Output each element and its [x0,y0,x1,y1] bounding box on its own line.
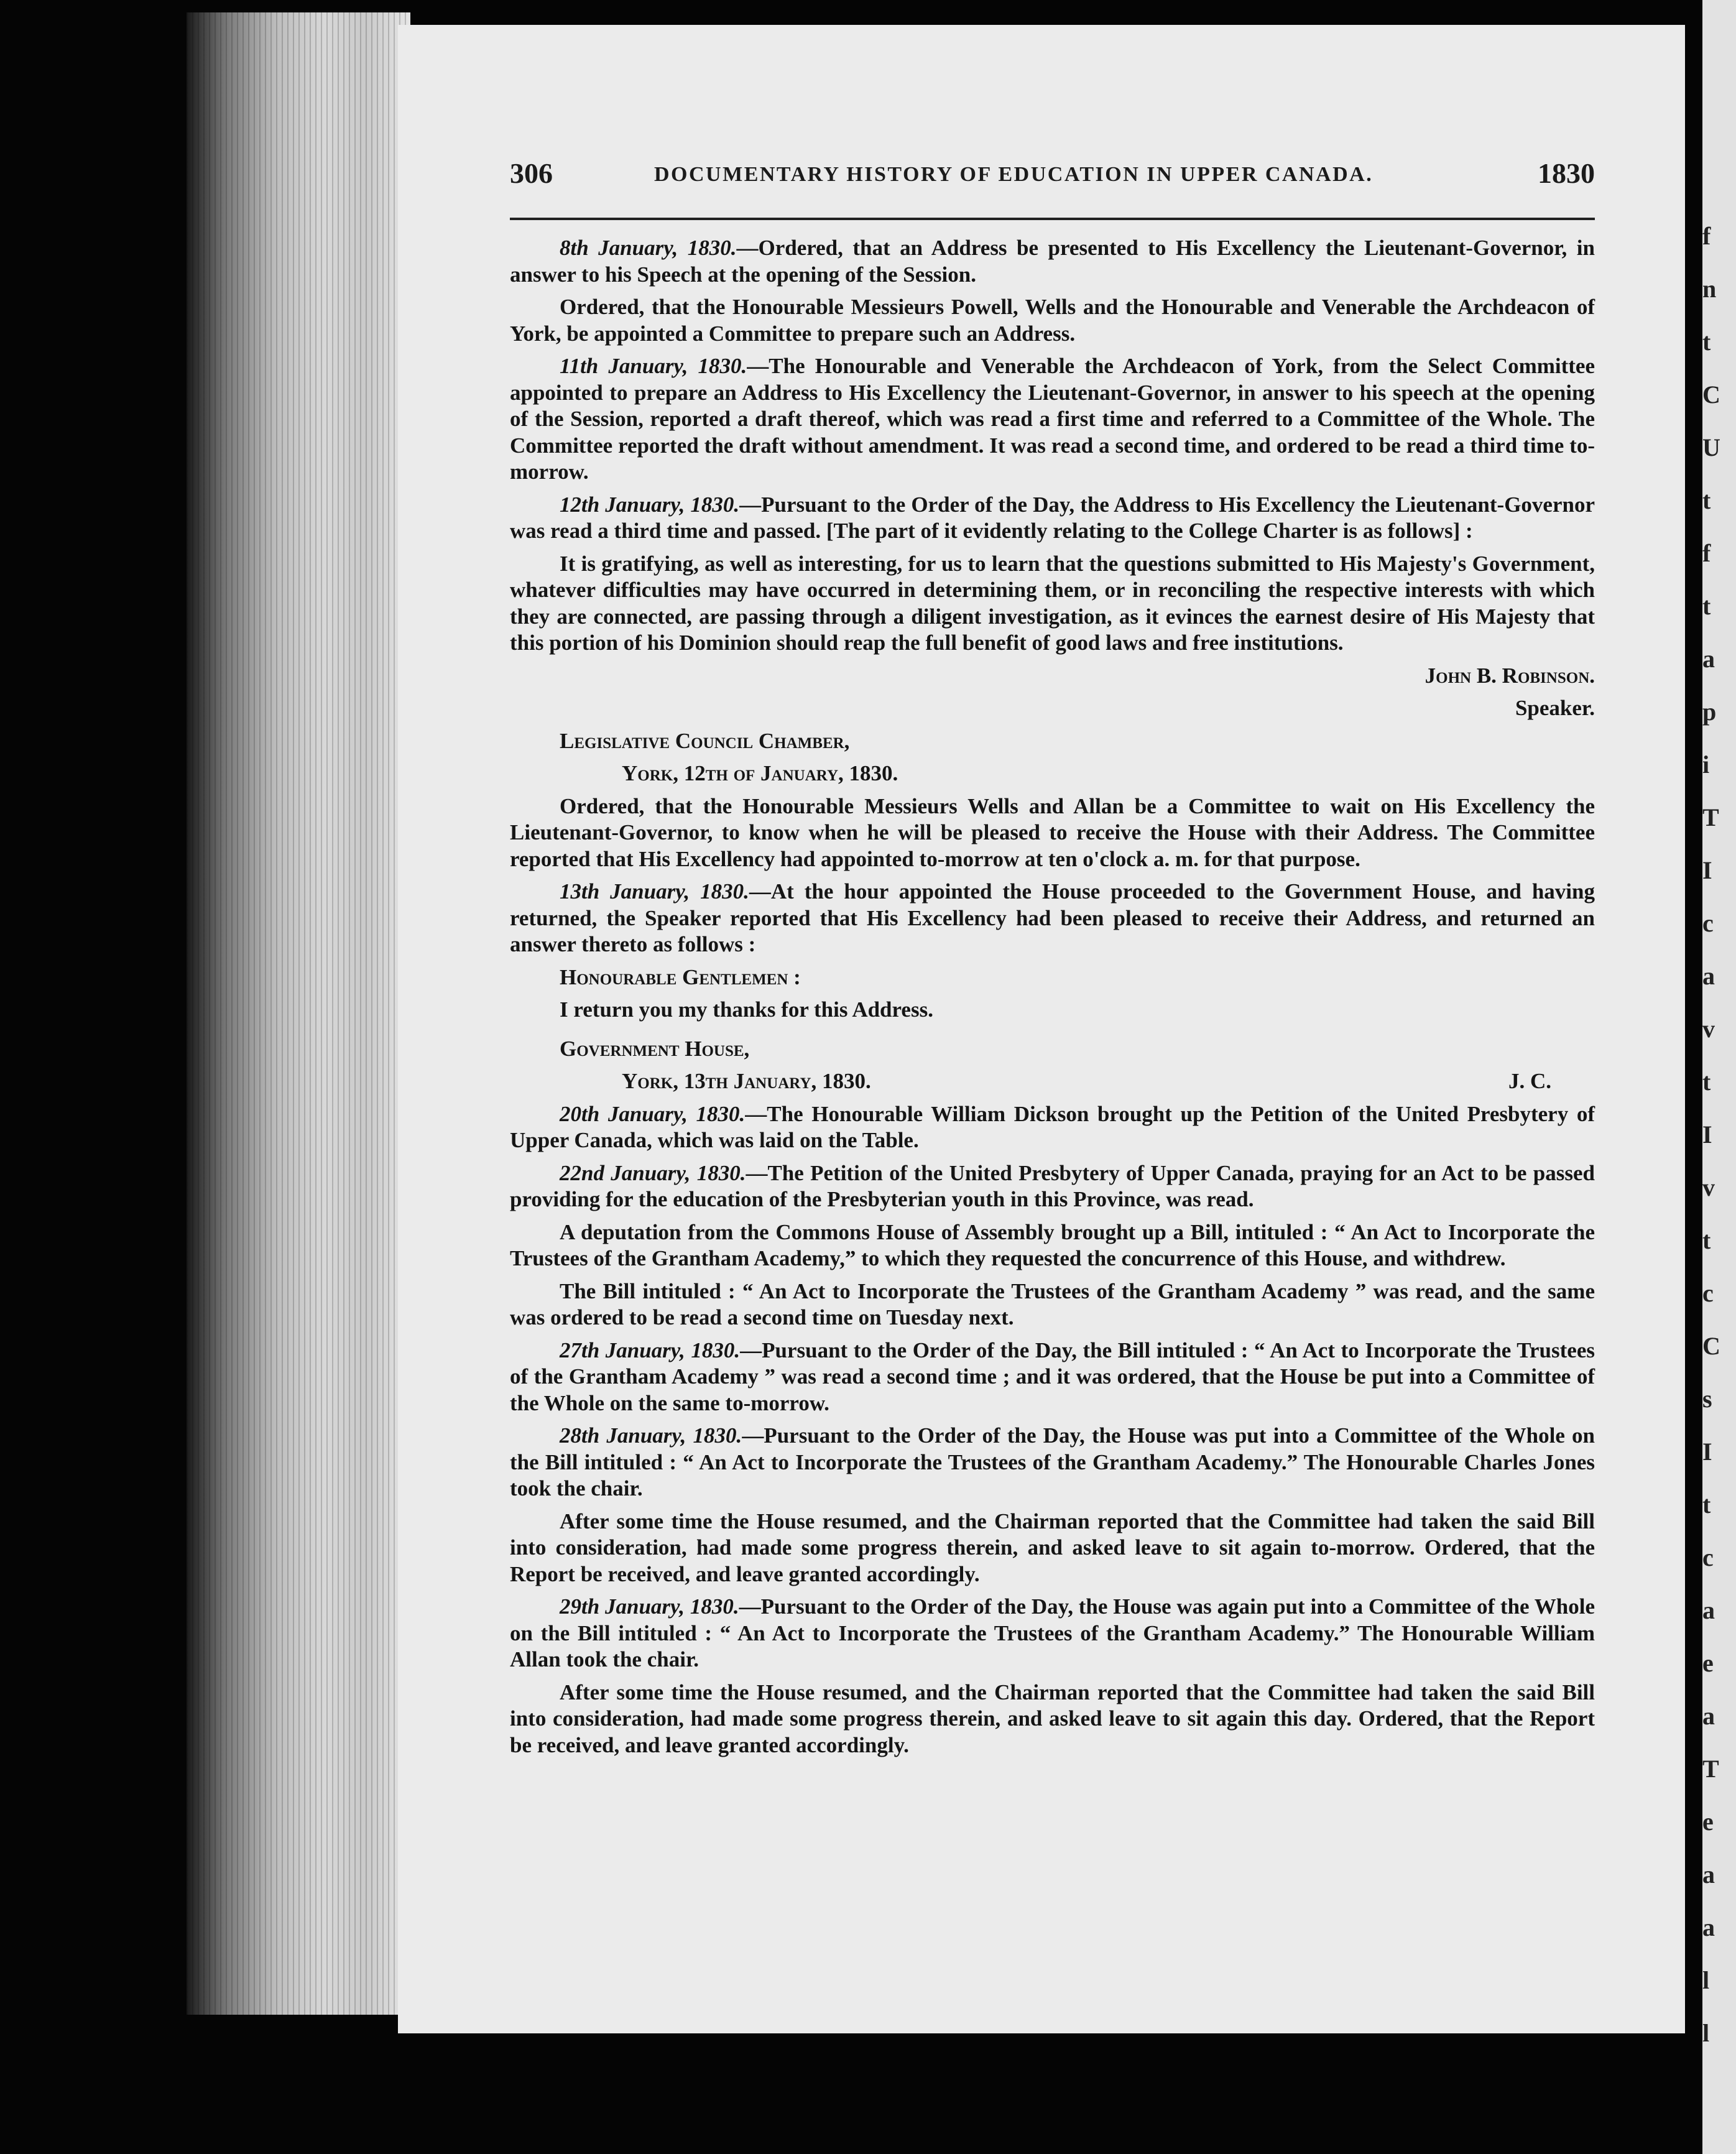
entry-text: —Pursuant to the Order of the Day, the House was put into a Committee of the Whole on the Bill intituled : “ An Act to Incorporate the Trustees of the Grantham Academy.” The Honourable Charles Jones took the chair. [510,1423,1595,1500]
facing-page-fragment: t [1702,486,1711,514]
entry-text: —Ordered, that an Address be presented to His Excellency the Lieutenant-Governor, in answer to his Speech at the opening of the Session. [510,236,1595,287]
entry-text: —Pursuant to the Order of the Day, the Bill intituled : “ An Act to Incorporate the Trustees of the Grantham Academy ” was read a second time ; and it was ordered, that the House be put into a Committee of the Whole on the same to-morrow. [510,1338,1595,1415]
facing-page-fragment: I [1702,1438,1712,1466]
entry-text: After some time the House resumed, and the Chairman reported that the Committee had taken the said Bill into consideration, had made some progress therein, and asked leave to sit again to-morrow. Ordered, that the Report be received, and leave granted accordingly. [510,1509,1595,1586]
facing-page-fragment: t [1702,1491,1711,1518]
facing-page-fragment: t [1702,328,1711,356]
header-year: 1830 [1538,157,1595,189]
facing-page-fragment: a [1702,962,1715,990]
journal-entry [510,1594,1595,1673]
facing-page-fragment: s [1702,1385,1712,1413]
facing-page-fragment: v [1702,1173,1715,1201]
entry-text: Ordered, that the Honourable Messieurs Wells and Allan be a Committee to wait on His Excellency the Lieutenant-Governor, to know when he will be pleased to receive the House with their Address. The Committee reported that His Excellency had appointed to-morrow at ten o'clock a. m. for that purpose. [510,793,1595,871]
entry-text: The Bill intituled : “ An Act to Incorporate the Trustees of the Grantham Academy ” was read, and the same was ordered to be read a second time on Tuesday next. [510,1278,1595,1329]
journal-entry [510,1509,1595,1588]
facing-page-fragment: n [1702,275,1717,303]
facing-page-fragment: a [1702,1596,1715,1624]
facing-page-fragment: e [1702,1649,1714,1677]
facing-page-fragment: I [1702,856,1712,884]
entries-group-2 [510,793,1595,958]
entry-date: 13th January, 1830. [560,879,749,904]
place-government-house: Government House, [560,1036,750,1061]
journal-entry [510,1680,1595,1759]
header-rule [510,218,1595,220]
place-date-1 [510,760,1595,787]
signature-name: John B. Robinson. [1424,663,1595,688]
facing-page-fragment: f [1702,539,1711,567]
entry-text: Ordered, that the Honourable Messieurs Powell, Wells and the Honourable and Venerable the Archdeacon of York, be appointed a Committee to prepare such an Address. [510,295,1595,346]
entry-text: —At the hour appointed the House proceeded to the Government House, and having returned, the Speaker reported that His Excellency had been pleased to receive their Address, and returned an answer thereto as follows : [510,879,1595,956]
facing-page-fragment: t [1702,1226,1711,1254]
entry-date: 22nd January, 1830. [560,1160,746,1185]
journal-entry [510,793,1595,873]
journal-entry [510,1219,1595,1272]
adjacent-page-edge [1702,0,1736,2154]
facing-page-fragment: I [1702,1121,1712,1149]
facing-page-fragment: a [1702,1913,1715,1941]
facing-page-fragment: c [1702,1279,1714,1307]
entry-text: A deputation from the Commons House of Assembly brought up a Bill, intituled : “ An Act to Incorporate the Trustees of the Grantham Academy,” to which they requested the concurrence of this House, and withdrew. [510,1219,1595,1270]
journal-entry [510,1278,1595,1331]
place-date-1-text: York, 12th of January, 1830. [622,761,898,785]
entry-text: —Pursuant to the Order of the Day, the House was again put into a Committee of the Whole on the Bill intituled : “ An Act to Incorporate the Trustees of the Grantham Academy.” The Honourable William Allan took the chair. [510,1594,1595,1671]
journal-entry [510,1101,1595,1154]
facing-page-fragment: f [1702,222,1711,250]
facing-page-fragment: l [1702,1966,1710,1994]
running-title: DOCUMENTARY HISTORY OF EDUCATION IN UPPER CANADA. [654,163,1374,186]
journal-entry [510,235,1595,288]
page-body [510,235,1595,1765]
journal-entry [510,879,1595,958]
facing-page-fragment: a [1702,1702,1715,1730]
entries-group-1 [510,235,1595,545]
place-date-2-text: York, 13th January, 1830. [622,1069,871,1093]
entry-date: 20th January, 1830. [560,1101,746,1126]
facing-page-fragment: a [1702,645,1715,673]
facing-page-fragment: t [1702,592,1711,620]
entry-text: —The Honourable William Dickson brought up the Petition of the United Presbytery of Upper Canada, which was laid on the Table. [510,1101,1595,1152]
entry-date: 12th January, 1830. [560,492,740,517]
facing-page-fragment: t [1702,1068,1711,1096]
journal-entry [510,492,1595,545]
facing-page-fragment: C [1702,1332,1720,1360]
entry-text: —The Honourable and Venerable the Archdeacon of York, from the Select Committee appointed to prepare an Address to His Excellency the Lieutenant-Governor, in answer to his speech at the opening of the Session, reported a draft thereof, which was read a first time and referred to a Committee of the Whole. The Committee reported the draft without amendment. It was read a second time, and ordered to be read a third time to-morrow. [510,354,1595,484]
address-quote: It is gratifying, as well as interesting, for us to learn that the questions submitted to His Majesty's Government, whatever difficulties may have occurred in determining them, or in reconciling the respective interests with which they are connected, are passing through a diligent investigation, as it evinces the earnest desire of His Majesty that this portion of his Dominion should reap the full benefit of good laws and free institutions. [510,551,1595,655]
facing-page-fragment: T [1702,803,1719,831]
facing-page-fragment: v [1702,1015,1715,1043]
entries-group-3 [510,1101,1595,1759]
facing-page-fragment: T [1702,1755,1719,1783]
facing-page-fragment: C [1702,381,1720,409]
entry-text: —The Petition of the United Presbytery of Upper Canada, praying for an Act to be passed providing for the education of the Presbyterian youth in this Province, was read. [510,1160,1595,1211]
facing-page-fragment: c [1702,1543,1714,1571]
entry-text: —Pursuant to the Order of the Day, the Address to His Excellency the Lieutenant-Governor was read a third time and passed. [The part of it evidently relating to the College Charter is as follows] : [510,492,1595,543]
entry-date: 11th January, 1830. [560,354,747,378]
facing-page-fragment: e [1702,1808,1714,1836]
book-page-edges [187,12,410,2015]
place-chamber: Legislative Council Chamber, [560,728,850,753]
facing-page-fragment: a [1702,1860,1715,1888]
entry-date: 28th January, 1830. [560,1423,742,1448]
salutation: Honourable Gentlemen : [560,964,801,989]
facing-page-fragment: c [1702,909,1714,937]
journal-entry [510,294,1595,347]
journal-entry [510,1423,1595,1502]
signature-initials: J. C. [1508,1069,1551,1093]
entry-text: After some time the House resumed, and the Chairman reported that the Committee had taken the said Bill into consideration, had made some progress therein, and asked leave to sit again this day. Ordered, that the Report be received, and leave granted accordingly. [510,1680,1595,1757]
page-number: 306 [510,157,553,189]
entry-date: 27th January, 1830. [560,1338,741,1362]
journal-entry [510,1338,1595,1417]
facing-page-fragment: p [1702,698,1717,726]
facing-page-fragment: i [1702,751,1710,779]
governor-reply: I return you my thanks for this Address. [560,997,933,1022]
entry-date: 8th January, 1830. [560,236,737,260]
entry-date: 29th January, 1830. [560,1594,739,1619]
place-date-2 [510,1068,1595,1095]
journal-entry [510,1160,1595,1213]
facing-page-fragment: l [1702,2019,1710,2047]
signature-title: Speaker. [1515,696,1595,720]
facing-page-fragment: U [1702,433,1720,461]
journal-entry [510,353,1595,486]
